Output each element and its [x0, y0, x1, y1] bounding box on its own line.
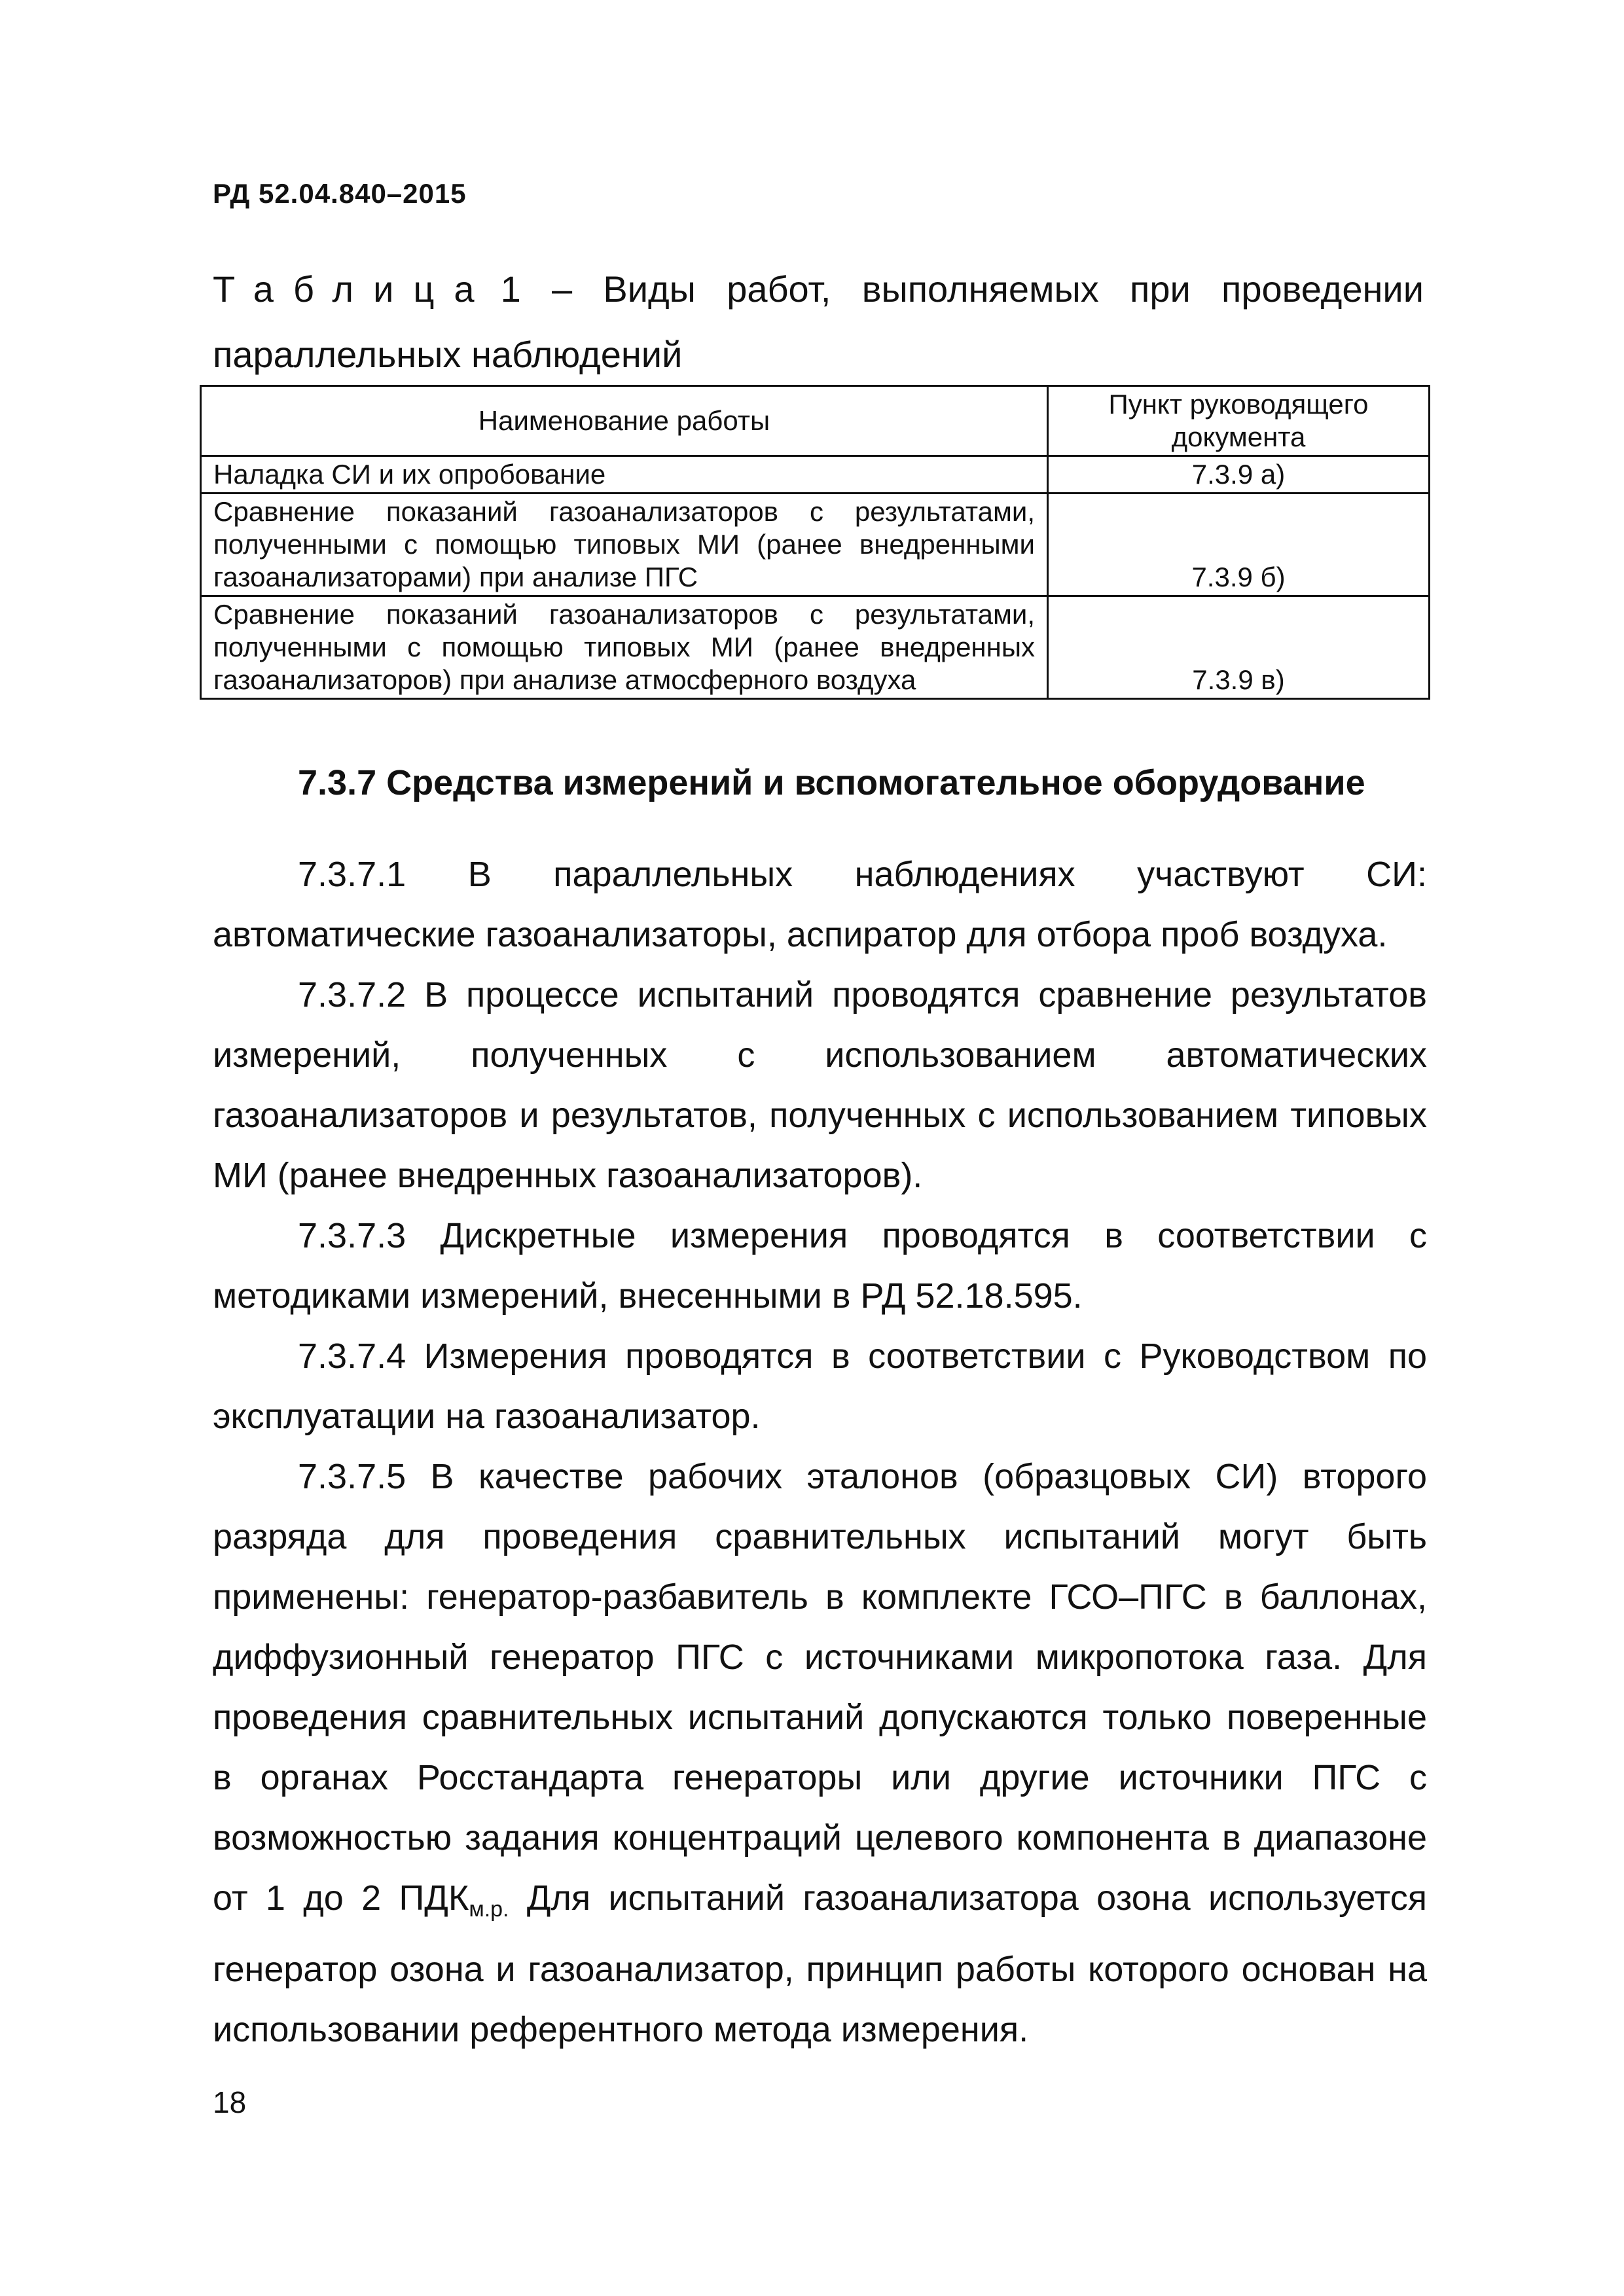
table-row [201, 596, 1430, 699]
section-heading: 7.3.7 Средства измерений и вспомогательное оборудование [298, 763, 1365, 802]
document-clause-cell: 7.3.9 б) [1048, 493, 1430, 596]
document-clause-cell: 7.3.9 а) [1048, 456, 1430, 493]
paragraph-7-3-7-2: 7.3.7.2 В процессе испытаний проводятся сравнение результатов измерений, полученных с использованием автоматических газоанализаторов и результатов, полученных с использованием типовых МИ (ранее внедренных газоанализаторов). [213, 975, 1427, 1195]
work-name-cell: Сравнение показаний газоанализаторов с результатами, полученными с помощью типовых МИ (ранее внедренными газоанализаторами) при анализе ПГС [201, 493, 1048, 596]
table-row [201, 456, 1430, 493]
paragraph-7-3-7-5 [213, 1446, 1427, 2060]
section-body [213, 844, 1427, 2060]
works-table [200, 385, 1430, 700]
table-caption-title-part-2: параллельных наблюдений [213, 334, 683, 375]
header-document-clause: Пункт руководящего документа [1048, 386, 1430, 456]
table-caption-label: Таблица [213, 268, 494, 310]
table-caption [213, 257, 1424, 387]
table-row [201, 493, 1430, 596]
work-name-cell: Наладка СИ и их опробование [201, 456, 1048, 493]
document-code: РД 52.04.840–2015 [213, 178, 467, 209]
works-table-header-row [201, 386, 1430, 456]
paragraph-7-3-7-1: 7.3.7.1 В параллельных наблюдениях участвуют СИ: автоматические газоанализаторы, аспиратор для отбора проб воздуха. [213, 855, 1427, 954]
page-number: 18 [213, 2085, 247, 2119]
paragraph-7-3-7-5-text-1: 7.3.7.5 В качестве рабочих эталонов (образцовых СИ) второго разряда для проведения сравнительных испытаний могут быть применены: генератор-разбавитель в комплекте ГСО–ПГС в баллонах, диффузионный генератор ПГС с источниками микропотока газа. Для проведения сравнительных испытаний допускаются только поверенные в органах Росстандарта генераторы или другие источники ПГС с возможностью задания концентраций целевого компонента в диапазоне от 1 до 2 ПДК [213, 1457, 1427, 1918]
paragraph-7-3-7-4: 7.3.7.4 Измерения проводятся в соответствии с Руководством по эксплуатации на газоанализатор. [213, 1336, 1427, 1436]
table-caption-line-1 [213, 257, 1424, 322]
work-name-cell: Сравнение показаний газоанализаторов с результатами, полученными с помощью типовых МИ (ранее внедренных газоанализаторов) при анализе атмосферного воздуха [201, 596, 1048, 699]
mpc-subscript: м.р. [469, 1897, 509, 1922]
paragraph-7-3-7-3: 7.3.7.3 Дискретные измерения проводятся в соответствии с методиками измерений, внесенными в РД 52.18.595. [213, 1216, 1427, 1316]
paragraph-7-3-7-5-text-2: Для испытаний газоанализатора озона используется генератор озона и газоанализатор, принцип работы которого основан на использовании референтного метода измерения. [213, 1878, 1427, 2049]
header-work-name: Наименование работы [201, 386, 1048, 456]
document-clause-cell: 7.3.9 в) [1048, 596, 1430, 699]
table-caption-title-part-1: 1 – Виды работ, выполняемых при проведении [500, 268, 1424, 310]
